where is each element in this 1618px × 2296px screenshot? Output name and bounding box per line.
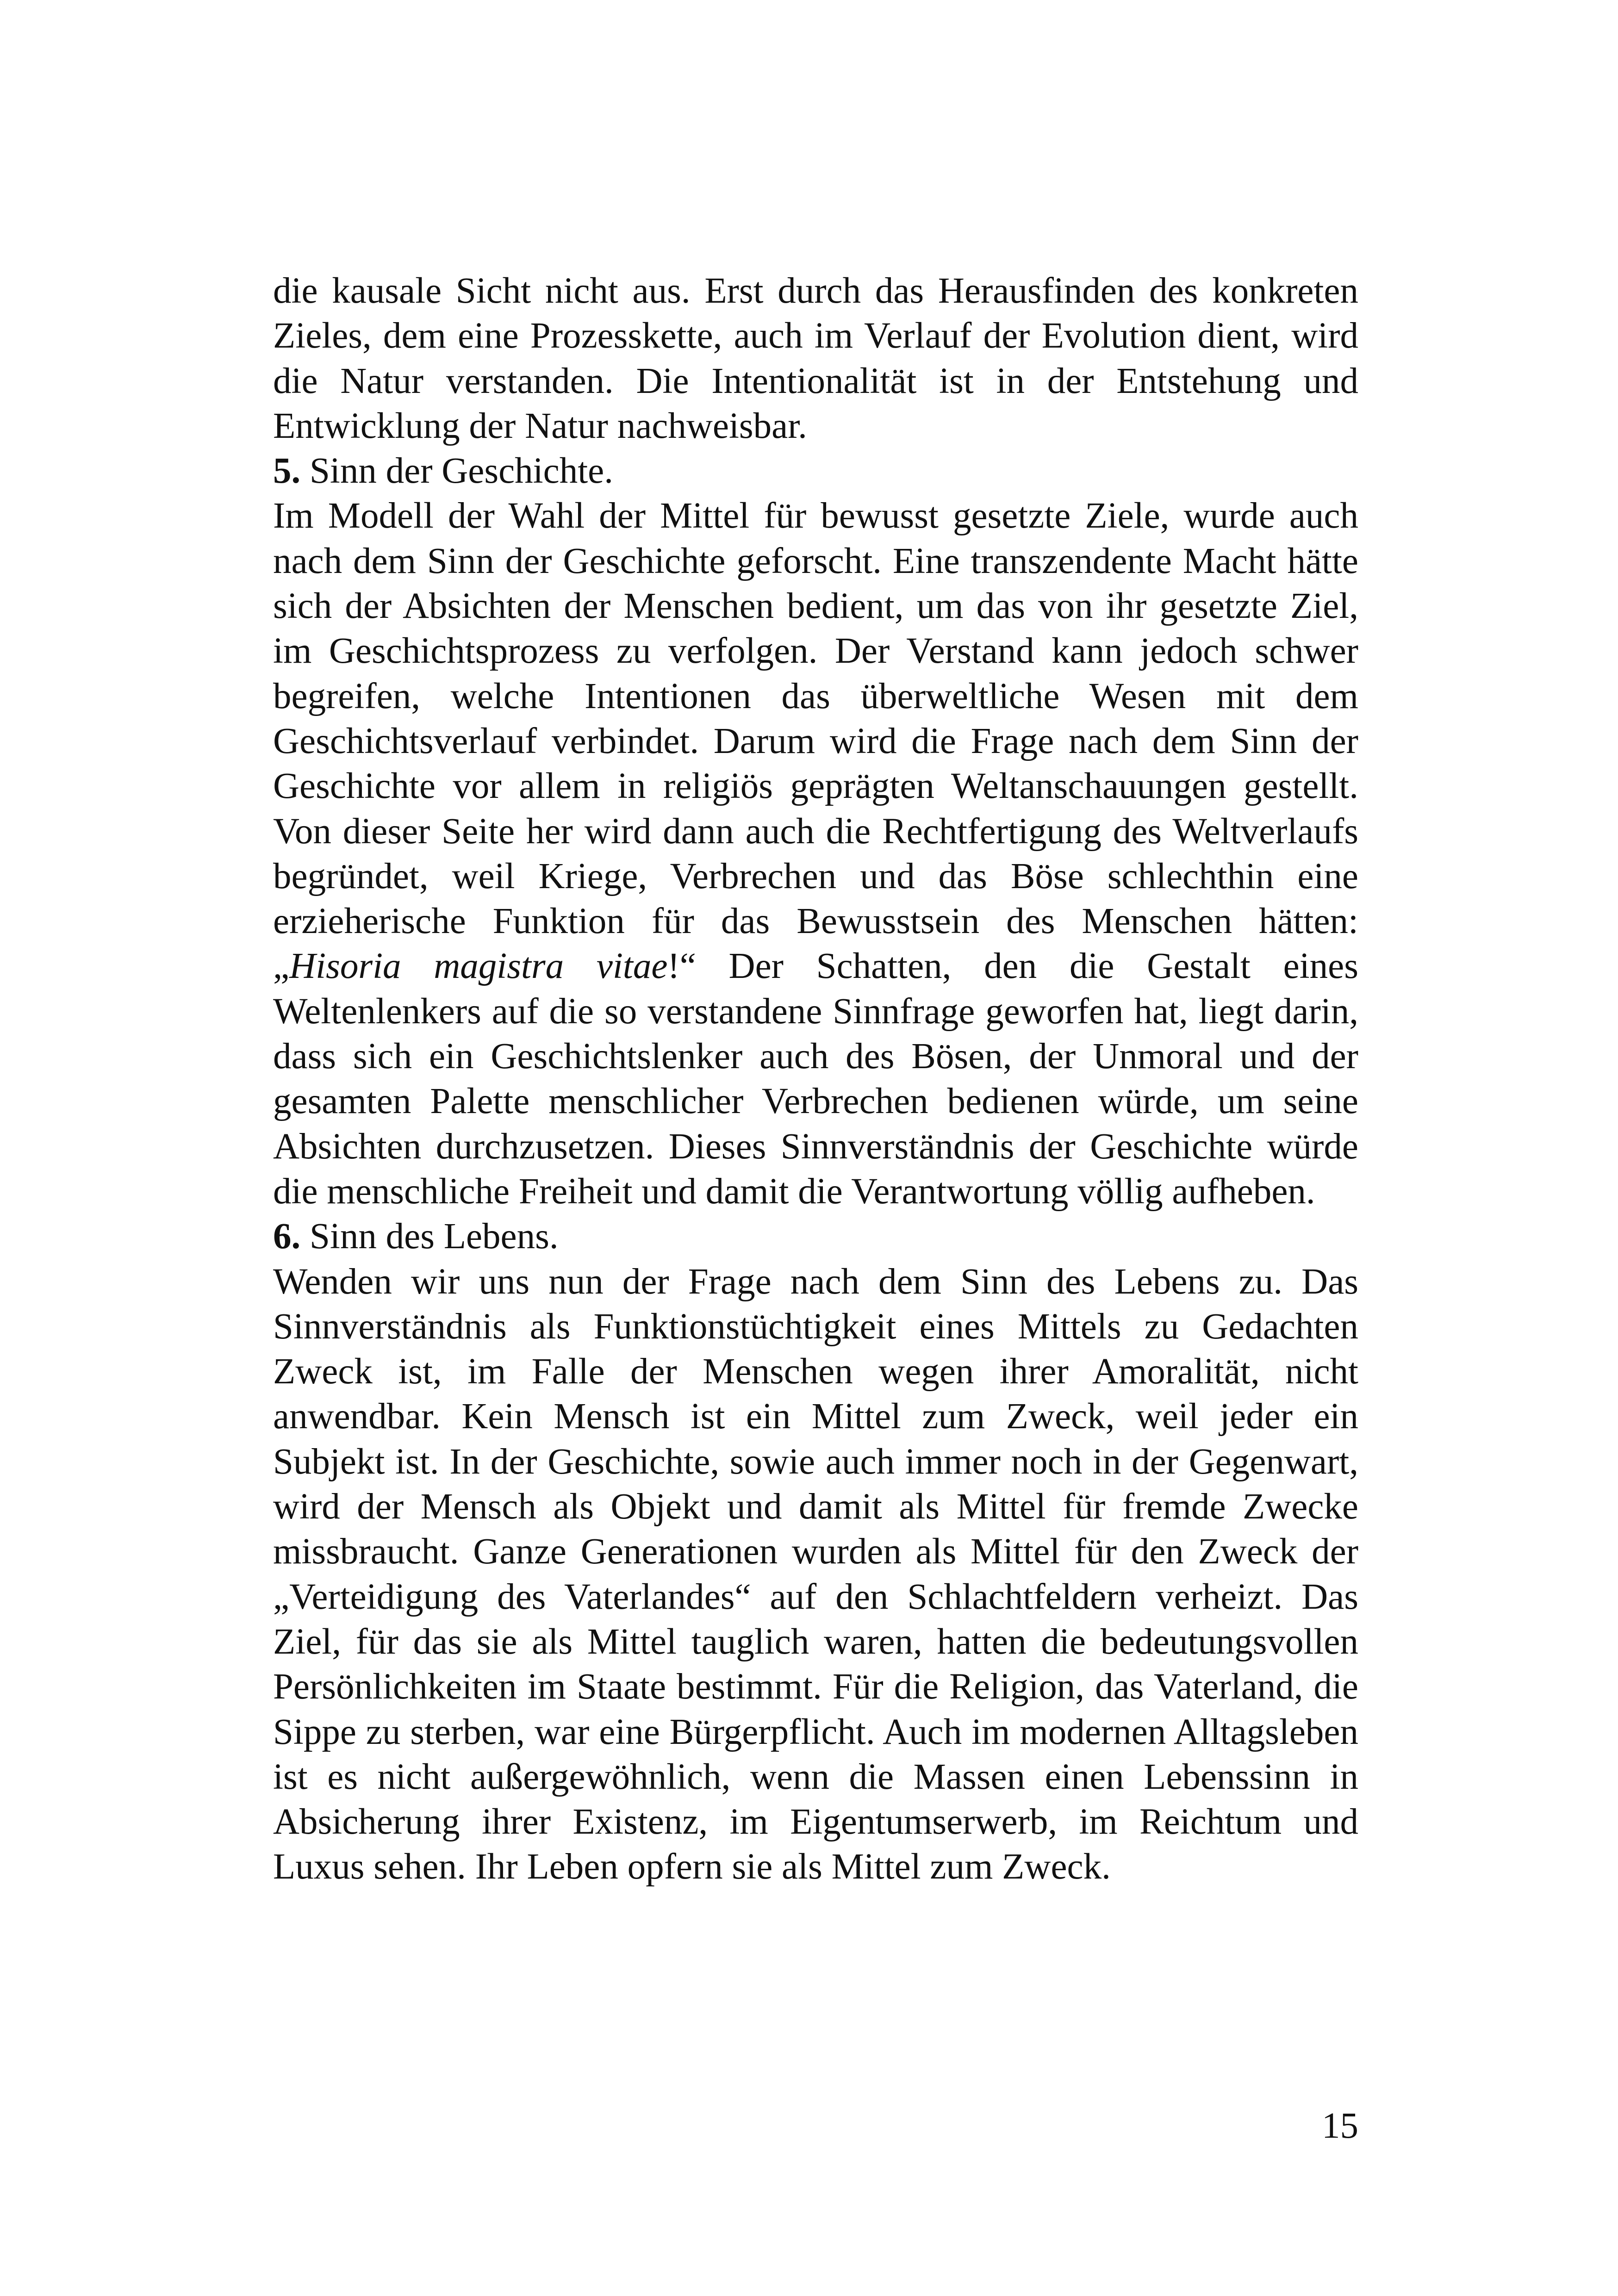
section-title-6: Sinn des Lebens. (300, 1216, 559, 1257)
page-number: 15 (1322, 2106, 1358, 2146)
latin-quote: Hisoria magistra vitae (289, 946, 668, 987)
paragraph-geschichte-part-2: !“ Der Schatten, den die Gestalt eines Weltenlenkers auf die so verstandene Sinnfrage geworfen hat, liegt darin, dass sich ein Geschichtslenker auch des Bösen, der Unmoral und der gesamten Palette menschlicher Verbrechen bedienen würde, um seine Absichten durchzusetzen. Dieses Sinnverständnis der Geschichte würde die menschliche Freiheit und damit die Verantwortung völlig aufheben. (273, 946, 1358, 1212)
paragraph-natur: die kausale Sicht nicht aus. Erst durch das Herausfinden des konkreten Zieles, dem eine Prozesskette, auch im Verlauf der Evolution dient, wird die Natur verstanden. Die Intentionalität ist in der Entstehung und Entwicklung der Natur nachweisbar. (273, 271, 1358, 446)
paragraph-leben: Wenden wir uns nun der Frage nach dem Sinn des Lebens zu. Das Sinnverständnis als Funktionstüchtigkeit eines Mittels zu Gedachten Zweck ist, im Falle der Menschen wegen ihrer Amoralität, nicht anwendbar. Kein Mensch ist ein Mittel zum Zweck, weil jeder ein Subjekt ist. In der Geschichte, sowie auch immer noch in der Gegenwart, wird der Mensch als Objekt und damit als Mittel für fremde Zwecke missbraucht. Ganze Generationen wurden als Mittel für den Zweck der „Verteidigung des Vaterlandes“ auf den Schlachtfeldern verheizt. Das Ziel, für das sie als Mittel tauglich waren, hatten die bedeutungsvollen Persönlichkeiten im Staate bestimmt. Für die Religion, das Vaterland, die Sippe zu sterben, war eine Bürgerpflicht. Auch im modernen Alltagsleben ist es nicht außergewöhnlich, wenn die Massen einen Lebenssinn in Absicherung ihrer Existenz, im Eigentumserwerb, im Reichtum und Luxus sehen. Ihr Leben opfern sie als Mittel zum Zweck. (273, 1261, 1358, 1887)
paragraph-geschichte-part-1: Im Modell der Wahl der Mittel für bewusst gesetzte Ziele, wurde auch nach dem Sinn der Geschichte geforscht. Eine transzendente Macht hätte sich der Absichten der Menschen bedient, um das von ihr gesetzte Ziel, im Geschichtsprozess zu verfolgen. Der Verstand kann jedoch schwer begreifen, welche Intentionen das überweltliche Wesen mit dem Geschichtsverlauf verbindet. Darum wird die Frage nach dem Sinn der Geschichte vor allem in religiös geprägten Weltanschauungen gestellt. Von dieser Seite her wird dann auch die Rechtfertigung des Weltverlaufs begründet, weil Kriege, Verbrechen und das Böse schlechthin eine erzieherische Funktion für das Bewusstsein des Menschen hätten: „ (273, 496, 1358, 987)
paragraph-geschichte (273, 493, 1358, 1214)
section-number-5: 5. (273, 451, 301, 492)
section-number-6: 6. (273, 1216, 301, 1257)
body-text (273, 268, 1358, 1890)
section-title-5: Sinn der Geschichte. (300, 451, 613, 492)
section-heading-6 (273, 1214, 1358, 1259)
section-heading-5 (273, 448, 1358, 493)
